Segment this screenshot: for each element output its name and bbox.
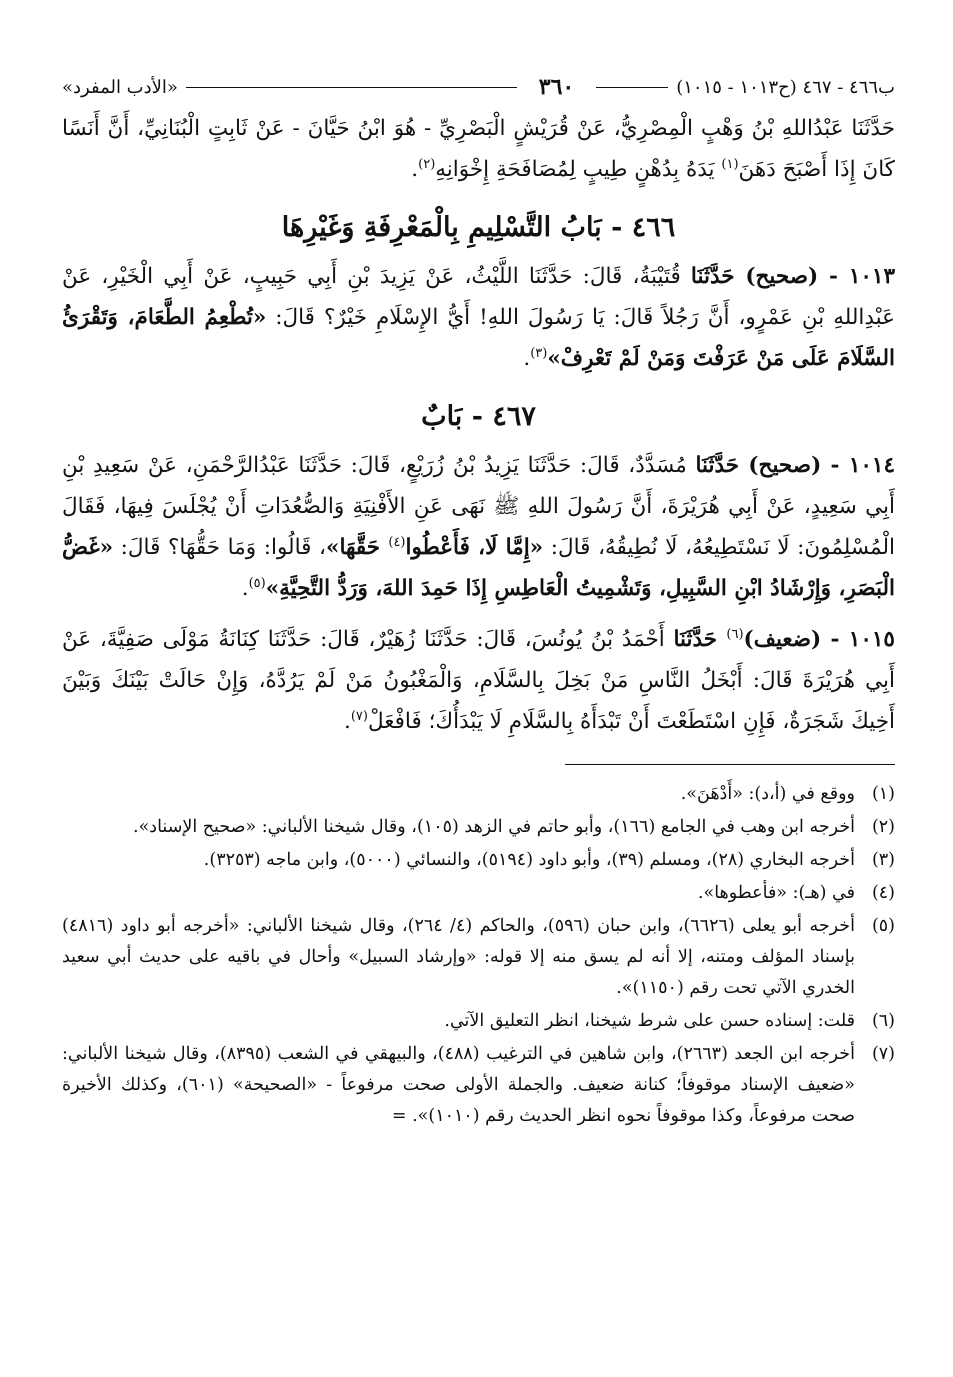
hadith-1014-text-2: ، قَالُوا: وَمَا حَقُّهَا؟ قَالَ: [113,535,326,560]
footnote-number: (١) [871,784,895,804]
hadith-1014-matn-1: «إِمَّا لَا، فَأَعْطُوا [405,535,544,560]
hadith-1015-lead-2: حَدَّثَنَا [673,627,727,652]
intro-paragraph [62,108,895,190]
footnote-number: (٧) [871,1044,895,1064]
footnote [62,1039,895,1132]
intro-end: . [411,157,419,182]
footnote-text: أخرجه البخاري (٢٨)، ومسلم (٣٩)، وأبو داود (٥١٩٤)، والنسائي (٥٠٠٠)، وابن ماجه (٣٢٥٣). [203,850,855,870]
hadith-1013-end: . [523,346,531,371]
hadith-1013 [62,256,895,379]
hadith-1015-text: أَحْمَدُ بْنُ يُونُسَ، قَالَ: حَدَّثَنَا زُهَيْرٌ، قَالَ: حَدَّثَنَا كِنَانَةُ مَوْلَى صَفِيَّةَ، عَنْ أَبِي هُرَيْرَةَ قَالَ: أَبْخَلُ النَّاسِ مَنْ بَخِلَ بِالسَّلَامِ، وَالْمَغْبُونُ مَنْ لَمْ يَرُدَّهُ، وَإِنْ حَالَتْ بَيْنَكَ وَبَيْنَ أَخِيكَ شَجَرَةٌ، فَإِنِ اسْتَطَعْتَ أَنْ تَبْدَأَهُ بِالسَّلَامِ لَا يَبْدَأُكَ؛ فَافْعَلْ [62,627,895,734]
hadith-1013-matn: «تُطْعِمُ الطَّعَامَ، وَتَقْرَئُ السَّلَامَ عَلَى مَنْ عَرَفْتَ وَمَنْ لَمْ تَعْرِفْ» [62,305,895,371]
intro-text-2: يَدَهُ بِدُهْنٍ طِيبٍ لِمُصَافَحَةِ إِخْوَانِهِ [435,157,722,182]
chapter-heading-466: ٤٦٦ - بَابُ التَّسْلِيمِ بِالْمَعْرِفَةِ وَغَيْرِهَا [281,212,676,243]
footnote-text: أخرجه ابن الجعد (٢٦٦٣)، وابن شاهين في الترغيب (٤٨٨)، والبيهقي في الشعب (٨٣٩٥)، وقال شيخنا الألباني: «ضعيف الإسناد موقوفاً؛ كنانة ضعيف. والجملة الأولى صحت مرفوعاً - «الصحيحة» (٦٠١)، وكذلك الأخيرة صحت مرفوعاً، وكذا موقوفاً نحوه انظر الحديث رقم (١٠١٠)». = [62,1044,855,1126]
header-rule-short [596,87,668,88]
footnote-ref-3[interactable]: (٣) [530,345,548,361]
hadith-1014-matn-2: حَقَّهَا» [326,535,389,560]
footnote [62,779,895,810]
footnote [62,878,895,909]
header-range: ب٤٦٦ - ٤٦٧ (ح١٠١٣ - ١٠١٥) [676,76,895,98]
footnote-number: (٦) [871,1011,895,1031]
footnote [62,1006,895,1037]
footnote-ref-5[interactable]: (٥) [248,575,266,591]
footnote-number: (٥) [871,916,895,936]
book-title: «الأدب المفرد» [62,76,178,98]
footnote-text: قلت: إسناده حسن على شرط شيخنا، انظر التعليق الآتي. [444,1011,855,1031]
hadith-1014-text: مُسَدَّدٌ، قَالَ: حَدَّثَنَا يَزِيدُ بْنُ زُرَيْعٍ، قَالَ: حَدَّثَنَا عَبْدُالرَّحْمَنِ، عَنْ سَعِيدِ بْنِ أَبِي سَعِيدٍ، عَنْ أَبِي هُرَيْرَةَ، أَنَّ رَسُولَ اللهِ ﷺ نَهَى عَنِ الأَفْنِيَةِ وَالصُّعُدَاتِ أَنْ يُجْلَسَ فِيهَا، فَقَالَ الْمُسْلِمُونَ: لَا نَسْتَطِيعُهُ، لَا نُطِيقُهُ، قَالَ: [62,453,896,560]
running-header [62,70,895,104]
hadith-1013-text: قُتَيْبَةُ، قَالَ: حَدَّثَنَا اللَّيْثُ، عَنْ يَزِيدَ بْنِ أَبِي حَبِيبٍ، عَنْ أَبِي الْخَيْرِ، عَنْ عَبْدِاللهِ بْنِ عَمْرٍو، أَنَّ رَجُلاً قَالَ: يَا رَسُولَ اللهِ! أَيُّ الإِسْلَامِ خَيْرٌ؟ قَالَ: [62,264,895,330]
footnote-ref-4[interactable]: (٤) [388,534,406,550]
footnote-text: أخرجه ابن وهب في الجامع (١٦٦)، وأبو حاتم في الزهد (١٠٥)، وقال شيخنا الألباني: «صحيح الإسناد». [133,817,855,837]
footnote-separator [565,764,895,765]
hadith-1014-end: . [241,576,249,601]
footnote-text: ووقع في (أ،د): «أَدْهَنَ». [680,784,855,804]
footnote [62,845,895,876]
footnote-ref-1[interactable]: (١) [721,156,739,172]
footnotes [62,779,895,1132]
page [62,70,895,1134]
footnote-text: أخرجه أبو يعلى (٦٦٢٦)، وابن حبان (٥٩٦)، والحاكم (٤/ ٢٦٤)، وقال شيخنا الألباني: «أخرجه أبو داود (٤٨١٦) بإسناد المؤلف ومتنه، إلا أنه لم يسق منه إلا قوله: «وإرشاد السبيل» وأحال في باقيه على حديث أبي سعيد الخدري الآتي تحت رقم (١١٥٠)». [62,916,855,998]
hadith-1014-lead: ١٠١٤ - (صحيح) حَدَّثَنَا [695,453,896,478]
footnote-ref-6[interactable]: (٦) [726,626,744,642]
page-number: ٣٦٠ [538,74,575,100]
footnote-text: في (هـ): «فأعطوها». [697,883,855,903]
hadith-1014-matn-3: «غَضُّ الْبَصَرِ، وَإِرْشَادُ ابْنِ السَّبِيلِ، وَتَشْمِيتُ الْعَاطِسِ إِذَا حَمِدَ اللهَ، وَرَدُّ التَّحِيَّةِ» [62,535,895,601]
footnote [62,812,895,843]
footnote-number: (٣) [871,850,895,870]
hadith-1014 [62,445,895,609]
hadith-1015 [62,619,895,742]
header-rule-long [186,87,517,88]
footnote-number: (٢) [871,817,895,837]
footnote-number: (٤) [871,883,895,903]
footnote [62,911,895,1004]
hadith-1013-lead: ١٠١٣ - (صحيح) حَدَّثَنَا [690,264,896,289]
footnote-ref-2[interactable]: (٢) [418,156,436,172]
intro-text: حَدَّثَنَا عَبْدُاللهِ بْنُ وَهْبٍ الْمِصْرِيُّ، عَنْ قُرَيْشٍ الْبَصْرِيِّ - هُوَ ابْنُ حَيَّانَ - عَنْ ثَابِتٍ الْبُنَانِيِّ، أَنَّ أَنَسًا كَانَ إِذَا أَصْبَحَ دَهَنَ [62,116,895,182]
hadith-1015-lead: ١٠١٥ - (ضعيف) [743,627,895,652]
chapter-heading-467: ٤٦٧ - بَابٌ [421,401,536,432]
footnote-ref-7[interactable]: (٧) [350,708,368,724]
hadith-1015-end: . [343,709,351,734]
